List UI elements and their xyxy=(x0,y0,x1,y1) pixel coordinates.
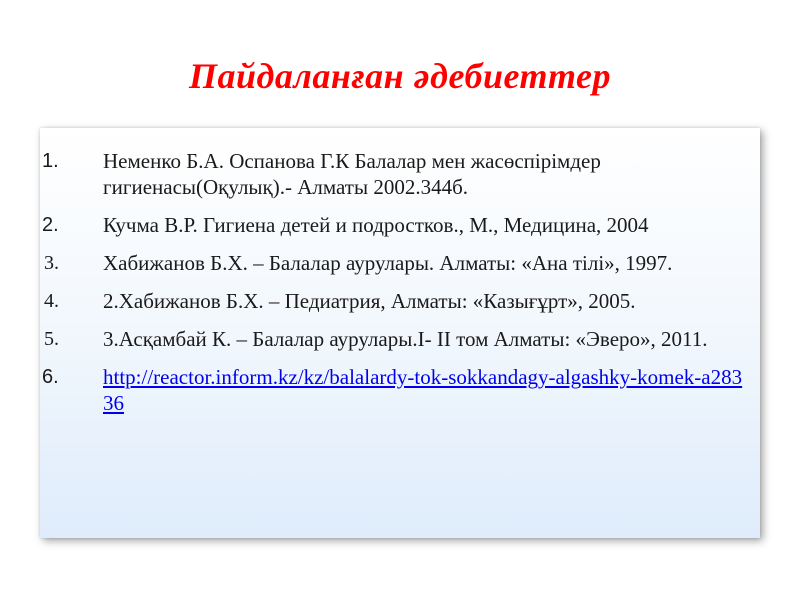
slide-title: Пайдаланған әдебиеттер xyxy=(189,56,611,96)
reference-number: 4. xyxy=(44,290,59,312)
reference-link[interactable]: http://reactor.inform.kz/kz/balalardy-tok-sokkandagy-algashky-komek-a28336 xyxy=(103,365,743,415)
reference-text: Хабижанов Б.Х. – Балалар аурулары. Алматы: «Ана тілі», 1997. xyxy=(103,251,673,275)
reference-item-1 xyxy=(40,148,760,200)
reference-number: 1. xyxy=(42,150,59,172)
reference-number: 5. xyxy=(44,328,59,350)
reference-text: Кучма В.Р. Гигиена детей и подростков., М., Медицина, 2004 xyxy=(103,213,649,237)
references-list xyxy=(40,148,760,428)
reference-item-2 xyxy=(40,212,760,238)
reference-number: 2. xyxy=(42,214,59,236)
reference-item-3 xyxy=(40,250,760,276)
reference-text: 3.Асқамбай К. – Балалар аурулары.І- ІІ том Алматы: «Эверо», 2011. xyxy=(103,327,708,351)
reference-number: 6. xyxy=(42,366,59,388)
reference-text: Неменко Б.А. Оспанова Г.К Балалар мен жасөспірімдер гигиенасы(Оқулық).- Алматы 2002.344б. xyxy=(103,149,601,199)
reference-text: 2.Хабижанов Б.Х. – Педиатрия, Алматы: «Казығұрт», 2005. xyxy=(103,289,636,313)
reference-number: 3. xyxy=(44,252,59,274)
reference-item-4 xyxy=(40,288,760,314)
reference-item-5 xyxy=(40,326,760,352)
reference-item-6 xyxy=(40,364,760,416)
references-box xyxy=(40,128,760,538)
